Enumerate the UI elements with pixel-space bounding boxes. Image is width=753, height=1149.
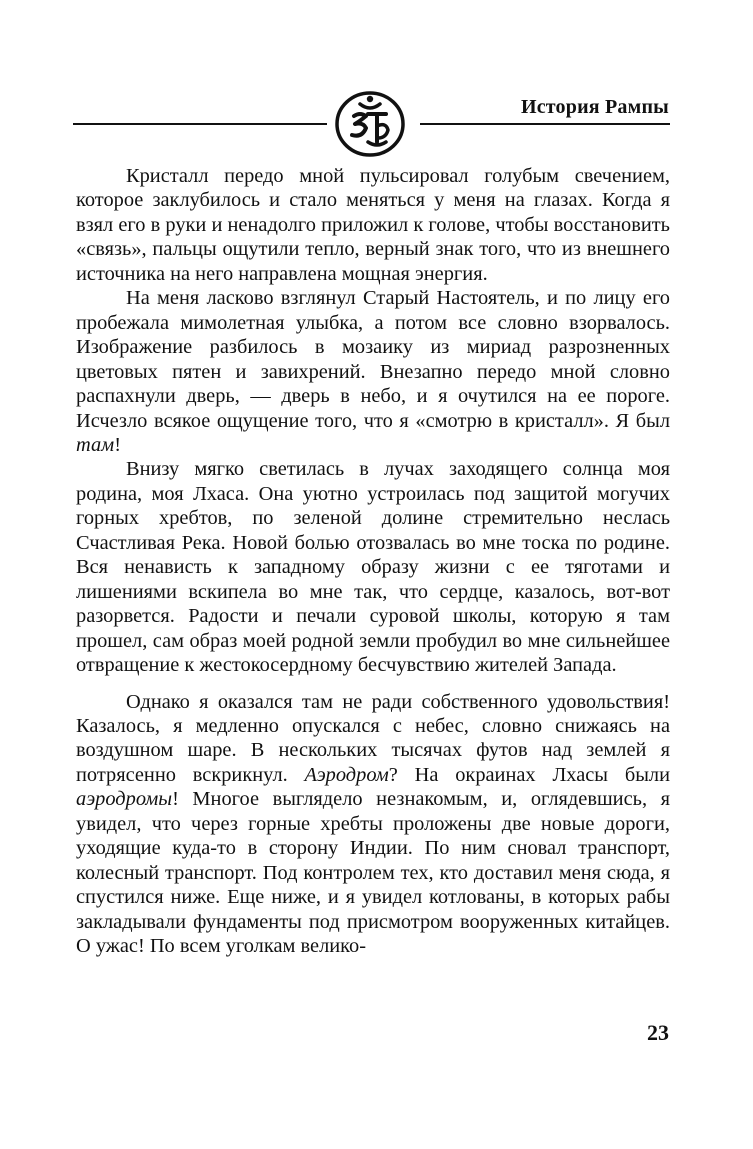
body-text [76,164,670,959]
paragraph [76,286,670,457]
paragraph [76,457,670,677]
text-run: Однако я оказался там не ради собственного удовольствия! Казалось, я медленно опускался с небес, словно снижаясь на воздушном шаре. В нескольких тысячах футов над землей я потрясенно вскрикнул. [76,690,670,786]
italic-text: Аэродром [304,763,389,786]
page-number: 23 [647,1020,669,1045]
text-run: ? На окраинах Лхасы были [388,763,670,786]
paragraph [76,164,670,286]
page-header [0,0,753,160]
italic-text: там [76,433,115,456]
text-run: ! [114,433,121,456]
running-title: История Рампы [520,96,669,118]
text-run: Внизу мягко светилась в лучах заходящего солнца моя родина, моя Лхаса. Она уютно устроилась под защитой могучих горных хребтов, по зеленой долине стремительно неслась Счастливая Река. Новой болью отозвалась во мне тоска по родине. Вся ненависть к западному образу жизни с ее тяготами и лишениями вскипела во мне так, что сердце, казалось, вот-вот разорвется. Радости и печали суровой школы, которую я там прошел, сам образ моей родной земли пробудил во мне сильнейшее отвращение к жестокосердному бесчувствию жителей Запада. [76,458,670,677]
paragraph [76,690,670,959]
italic-text: аэродромы [76,788,173,811]
header-rule-left [73,123,327,125]
text-run: Кристалл передо мной пульсировал голубым свечением, которое заклубилось и стало меняться у меня на глазах. Когда я взял его в руки и ненадолго приложил к голове, чтобы восстановить «связь», пальцы ощутили тепло, верный знак того, что из внешнего источника на него направлена мощная энергия. [76,165,670,285]
header-rule-right [420,123,670,125]
text-run: ! Многое выглядело незнакомым, и, оглядевшись, я увидел, что через горные хребты проложены две новые дороги, уходящие куда-то в сторону Индии. По ним сновал транспорт, колесный транспорт. Под контролем тех, кто доставил меня сюда, я спустился ниже. Еще ниже, и я увидел котлованы, в которых рабы закладывали фундаменты под присмотром вооруженных китайцев. О ужас! По всем уголкам велико- [76,788,670,958]
text-run: На меня ласково взглянул Старый Настоятель, и по лицу его пробежала мимолетная улыбка, а потом все словно взорвалось. Изображение разбилось в мозаику из мириад разрозненных цветовых пятен и завихрений. Внезапно передо мной словно распахнули дверь, — дверь в небо, и я очутился на ее пороге. Исчезло всякое ощущение того, что я «смотрю в кристалл». Я был [76,287,670,432]
om-symbol-icon [330,88,410,158]
